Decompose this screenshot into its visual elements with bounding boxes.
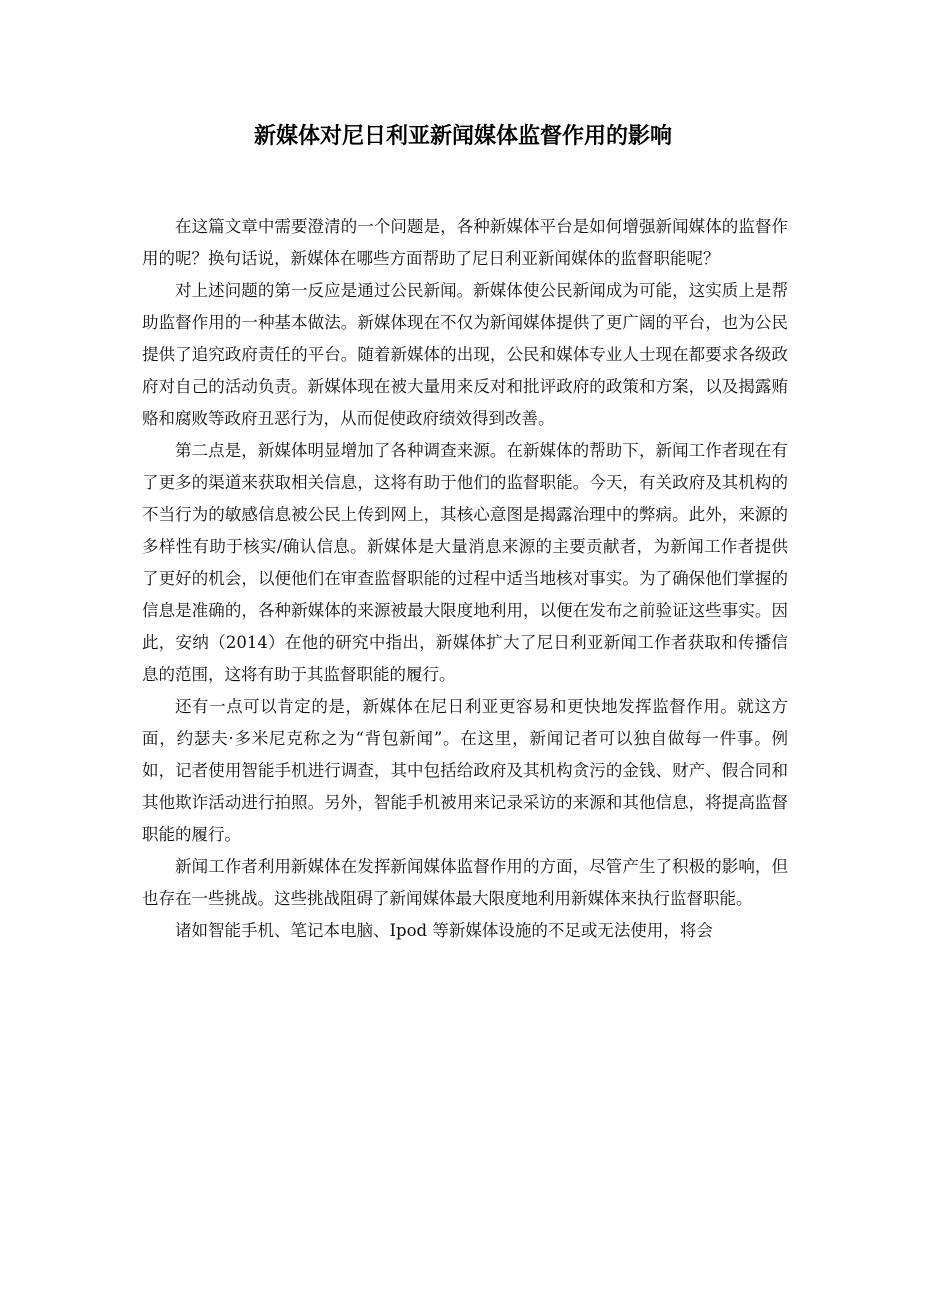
paragraph: 对上述问题的第一反应是通过公民新闻。新媒体使公民新闻成为可能，这实质上是帮助监督作用的一种基本做法。新媒体现在不仅为新闻媒体提供了更广阔的平台，也为公民提供了追究政府责任的平台。随着新媒体的出现，公民和媒体专业人士现在都要求各级政府对自己的活动负责。新媒体现在被大量用来反对和批评政府的政策和方案，以及揭露贿赂和腐败等政府丑恶行为，从而促使政府绩效得到改善。: [142, 281, 788, 428]
paragraph: 新闻工作者利用新媒体在发挥新闻媒体监督作用的方面，尽管产生了积极的影响，但也存在一些挑战。这些挑战阻碍了新闻媒体最大限度地利用新媒体来执行监督职能。: [142, 857, 788, 908]
document-body: [142, 211, 788, 947]
document-title: 新媒体对尼日利亚新闻媒体监督作用的影响: [253, 124, 672, 149]
paragraph: 还有一点可以肯定的是，新媒体在尼日利亚更容易和更快地发挥监督作用。就这方面，约瑟夫·多米尼克称之为“背包新闻”。在这里，新闻记者可以独自做每一件事。例如，记者使用智能手机进行调查，其中包括给政府及其机构贪污的金钱、财产、假合同和其他欺诈活动进行拍照。另外，智能手机被用来记录采访的来源和其他信息，将提高监督职能的履行。: [142, 697, 788, 844]
paragraph: 第二点是，新媒体明显增加了各种调查来源。在新媒体的帮助下，新闻工作者现在有了更多的渠道来获取相关信息，这将有助于他们的监督职能。今天，有关政府及其机构的不当行为的敏感信息被公民上传到网上，其核心意图是揭露治理中的弊病。此外，来源的多样性有助于核实/确认信息。新媒体是大量消息来源的主要贡献者，为新闻工作者提供了更好的机会，以便他们在审查监督职能的过程中适当地核对事实。为了确保他们掌握的信息是准确的，各种新媒体的来源被最大限度地利用，以便在发布之前验证这些事实。因此，安纳（2014）在他的研究中指出，新媒体扩大了尼日利亚新闻工作者获取和传播信息的范围，这将有助于其监督职能的履行。: [142, 441, 788, 684]
paragraph: 在这篇文章中需要澄清的一个问题是，各种新媒体平台是如何增强新闻媒体的监督作用的呢？换句话说，新媒体在哪些方面帮助了尼日利亚新闻媒体的监督职能呢？: [142, 217, 788, 268]
paragraph: 诸如智能手机、笔记本电脑、Ipod 等新媒体设施的不足或无法使用，将会: [175, 921, 713, 940]
